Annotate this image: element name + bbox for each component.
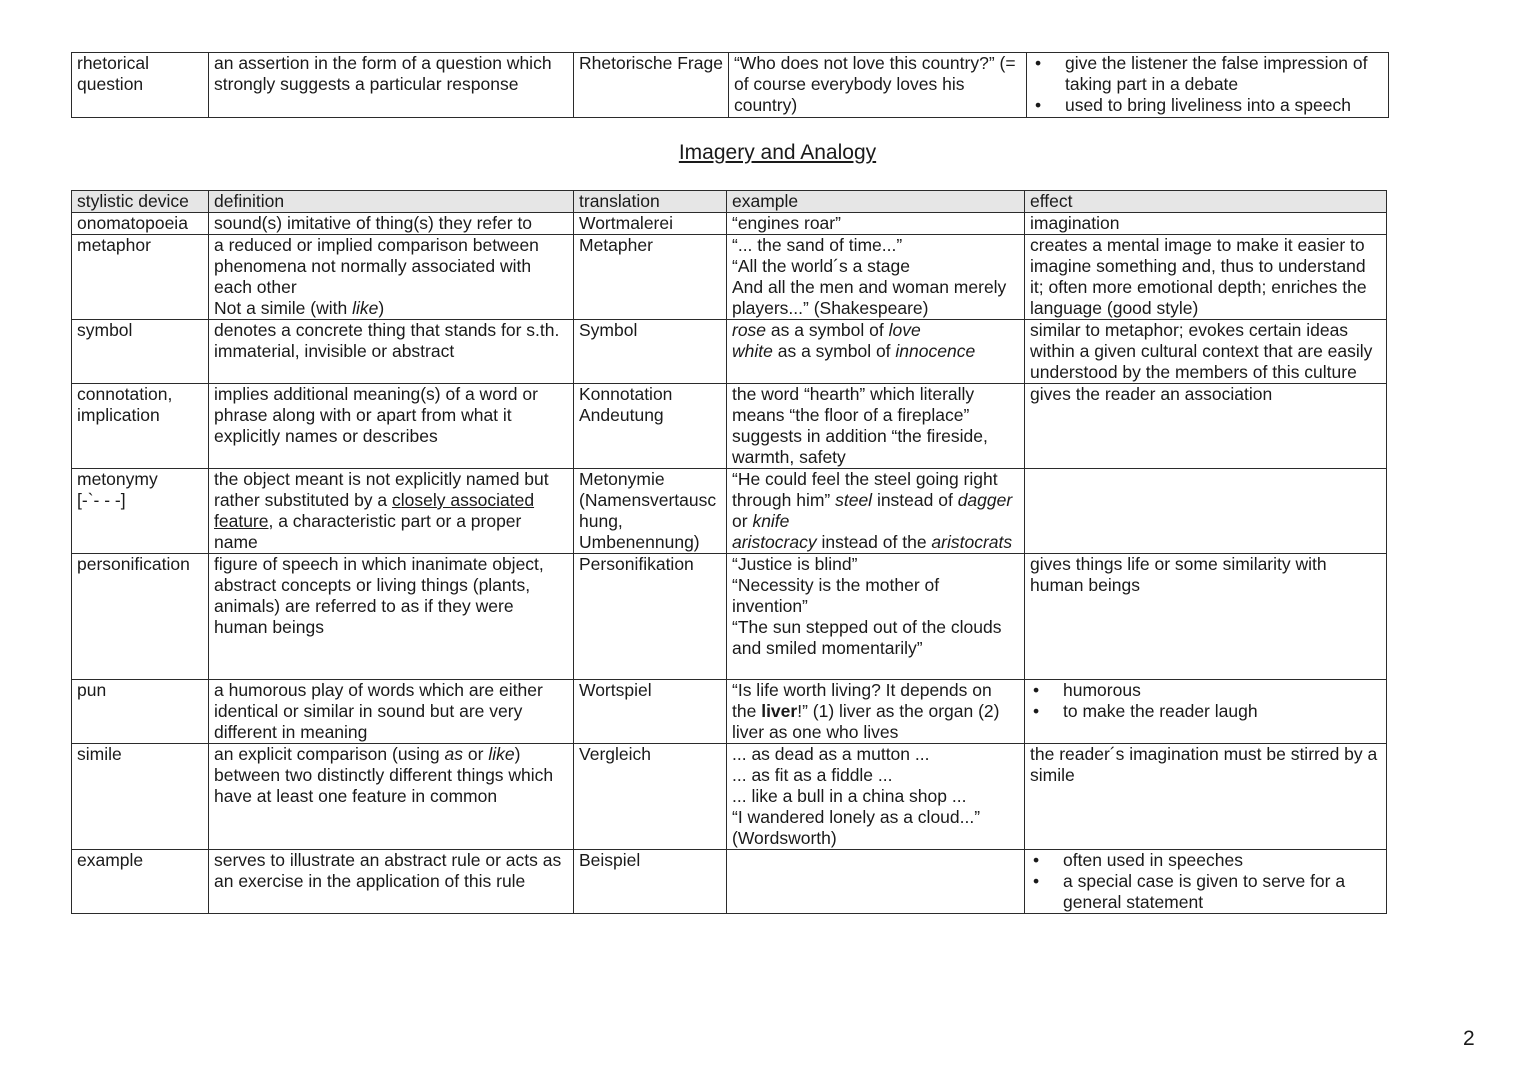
- example-cell: [727, 235, 1025, 320]
- translation-cell: [574, 53, 729, 118]
- cell-text: strongly suggests a particular response: [214, 74, 519, 94]
- text-fragment: ): [514, 744, 521, 764]
- text-fragment: Not a simile (with: [214, 298, 353, 318]
- cell-text: imagination: [1030, 213, 1120, 233]
- cell-text: “The sun stepped out of the clouds: [732, 617, 1002, 637]
- cell-text: [214, 744, 568, 765]
- device-cell: [72, 384, 209, 469]
- text-fragment: an explicit comparison (using: [214, 744, 445, 764]
- cell-text: personification: [77, 554, 190, 574]
- cell-text: “Necessity is the mother of: [732, 575, 940, 595]
- cell-text: “engines roar”: [732, 213, 841, 233]
- imagery-analogy-table: [71, 190, 1387, 914]
- cell-text: Wortmalerei: [579, 213, 674, 233]
- effect-cell: [1025, 235, 1387, 320]
- device-cell: [72, 213, 209, 235]
- cell-text: Symbol: [579, 320, 638, 340]
- text-fragment: or: [732, 511, 753, 531]
- cell-text: Vergleich: [579, 744, 651, 764]
- cell-text: Metapher: [579, 235, 653, 255]
- cell-text: the object meant is not explicitly named but: [214, 469, 549, 489]
- definition-cell: [209, 744, 574, 850]
- example-cell: [727, 680, 1025, 744]
- definition-cell: [209, 680, 574, 744]
- cell-text: (Wordsworth): [732, 828, 837, 848]
- cell-text: an assertion in the form of a question which: [214, 53, 552, 73]
- device-cell: [72, 554, 209, 680]
- cell-text: [214, 298, 568, 319]
- definition-cell: [209, 320, 574, 384]
- cell-text: “Justice is blind”: [732, 554, 858, 574]
- cell-text: “Is life worth living? It depends on: [732, 680, 992, 700]
- cell-text: sound(s) imitative of thing(s) they refer to: [214, 213, 533, 233]
- definition-cell: [209, 53, 574, 118]
- cell-text: liver as one who lives: [732, 722, 899, 742]
- bold-term: liver: [761, 701, 798, 721]
- column-header: translation: [574, 191, 727, 213]
- translation-cell: [574, 235, 727, 320]
- cell-text: between two distinctly different things which: [214, 765, 554, 785]
- cell-text: “... the sand of time...”: [732, 235, 903, 255]
- effect-cell: [1025, 384, 1387, 469]
- cell-text: human beings: [214, 617, 324, 637]
- cell-text: similar to metaphor; evokes certain ideas: [1030, 320, 1349, 340]
- text-fragment: instead of the: [816, 532, 932, 552]
- effect-cell: [1025, 469, 1387, 554]
- translation-cell: [574, 850, 727, 914]
- device-cell: [72, 320, 209, 384]
- cell-text: denotes a concrete thing that stands for s.th.: [214, 320, 560, 340]
- cell-text: simile: [1030, 765, 1075, 785]
- cell-text: different in meaning: [214, 722, 368, 742]
- cell-text: immaterial, invisible or abstract: [214, 341, 455, 361]
- bullet-item: • often used in speeches: [1030, 850, 1381, 871]
- italic-term: like: [352, 298, 379, 318]
- cell-text: a humorous play of words which are either: [214, 680, 543, 700]
- effect-cell: [1025, 320, 1387, 384]
- cell-text: human beings: [1030, 575, 1140, 595]
- text-fragment: ): [378, 298, 385, 318]
- translation-cell: [574, 213, 727, 235]
- section-title: Imagery and Analogy: [678, 141, 877, 164]
- cell-text: phrase along with or apart from what it: [214, 405, 512, 425]
- cell-text: implication: [77, 405, 160, 425]
- cell-text: “He could feel the steel going right: [732, 469, 998, 489]
- cell-text: serves to illustrate an abstract rule or acts as: [214, 850, 562, 870]
- cell-text: simile: [77, 744, 122, 764]
- cell-text: name: [214, 532, 258, 552]
- cell-text: question: [77, 74, 144, 94]
- cell-text: the reader´s imagination must be stirred by a: [1030, 744, 1378, 764]
- effect-cell: [1026, 53, 1388, 118]
- translation-cell: [574, 554, 727, 680]
- cell-text: means “the floor of a fireplace”: [732, 405, 970, 425]
- column-header: example: [727, 191, 1025, 213]
- cell-text: pun: [77, 680, 107, 700]
- cell-text: symbol: [77, 320, 133, 340]
- cell-text: each other: [214, 277, 297, 297]
- definition-cell: [209, 469, 574, 554]
- device-cell: [72, 469, 209, 554]
- effect-cell: [1025, 744, 1387, 850]
- cell-text: rhetorical: [77, 53, 149, 73]
- table-row: [72, 235, 1387, 320]
- cell-text: onomatopoeia: [77, 213, 188, 233]
- cell-text: Rhetorische Frage: [579, 53, 723, 73]
- italic-term: steel: [835, 490, 873, 510]
- text-fragment: or: [463, 744, 489, 764]
- definition-cell: [209, 554, 574, 680]
- text-fragment: , a characteristic part or a proper: [268, 511, 522, 531]
- underlined-term: feature: [214, 511, 269, 531]
- device-cell: [72, 850, 209, 914]
- effect-cell: [1025, 850, 1387, 914]
- cell-text: [732, 490, 1019, 511]
- translation-cell: [574, 320, 727, 384]
- cell-text: (Namensvertausc: [579, 490, 717, 510]
- effect-cell: [1025, 213, 1387, 235]
- cell-text: identical or similar in sound but are very: [214, 701, 523, 721]
- cell-text: the word “hearth” which literally: [732, 384, 975, 404]
- table-row: [72, 213, 1387, 235]
- text-fragment: as a symbol of: [772, 341, 896, 361]
- cell-text: implies additional meaning(s) of a word or: [214, 384, 538, 404]
- table-row: [72, 320, 1387, 384]
- cell-text: hung,: [579, 511, 623, 531]
- cell-text: warmth, safety: [732, 447, 846, 467]
- device-cell: [72, 235, 209, 320]
- cell-text: [214, 511, 568, 532]
- cell-text: suggests in addition “the fireside,: [732, 426, 988, 446]
- text-fragment: instead of: [872, 490, 958, 510]
- effect-cell: [1025, 680, 1387, 744]
- cell-text: of course everybody loves his: [733, 74, 965, 94]
- table-row: [72, 384, 1387, 469]
- cell-text: Umbenennung): [579, 532, 700, 552]
- cell-text: ... as fit as a fiddle ...: [732, 765, 893, 785]
- example-cell: [727, 744, 1025, 850]
- cell-text: language (good style): [1030, 298, 1199, 318]
- cell-text: ... like a bull in a china shop ...: [732, 786, 967, 806]
- column-header: effect: [1025, 191, 1387, 213]
- table-row: [72, 469, 1387, 554]
- italic-term: love: [888, 320, 921, 340]
- cell-text: creates a mental image to make it easier to: [1030, 235, 1365, 255]
- table-row: [72, 680, 1387, 744]
- column-header: definition: [209, 191, 574, 213]
- cell-text: metaphor: [77, 235, 151, 255]
- translation-cell: [574, 384, 727, 469]
- cell-text: ... as dead as a mutton ...: [732, 744, 930, 764]
- cell-text: Wortspiel: [579, 680, 652, 700]
- translation-cell: [574, 680, 727, 744]
- cell-text: [732, 320, 1019, 341]
- cell-text: country): [733, 95, 798, 115]
- pronunciation: [-`- - -]: [77, 490, 126, 510]
- text-fragment: as a symbol of: [766, 320, 889, 340]
- cell-text: within a given cultural context that are easily: [1030, 341, 1373, 361]
- cell-text: and smiled momentarily”: [732, 638, 923, 658]
- cell-text: an exercise in the application of this rule: [214, 871, 526, 891]
- cell-text: example: [77, 850, 144, 870]
- cell-text: imagine something and, thus to understand: [1030, 256, 1366, 276]
- italic-term: rose: [732, 320, 767, 340]
- cell-text: metonymy: [77, 469, 158, 489]
- cell-text: figure of speech in which inanimate object,: [214, 554, 544, 574]
- italic-term: innocence: [895, 341, 976, 361]
- table-row: [72, 53, 1389, 118]
- italic-term: aristocrats: [931, 532, 1013, 552]
- translation-cell: [574, 469, 727, 554]
- cell-text: understood by the members of this culture: [1030, 362, 1357, 382]
- cell-text: [732, 511, 1019, 532]
- underlined-term: closely associated: [392, 490, 535, 510]
- cell-text: players...” (Shakespeare): [732, 298, 929, 318]
- bullet-item: • humorous: [1030, 680, 1381, 701]
- text-fragment: rather substituted by a: [214, 490, 393, 510]
- cell-text: “I wandered lonely as a cloud...”: [732, 807, 981, 827]
- cell-text: [214, 490, 568, 511]
- table-row: [72, 554, 1387, 680]
- italic-term: like: [488, 744, 515, 764]
- cell-text: Konnotation: [579, 384, 673, 404]
- cell-text: invention”: [732, 596, 808, 616]
- italic-term: dagger: [957, 490, 1013, 510]
- definition-cell: [209, 850, 574, 914]
- table-row: [72, 744, 1387, 850]
- cell-text: have at least one feature in common: [214, 786, 498, 806]
- cell-text: [732, 532, 1019, 553]
- cell-text: abstract concepts or living things (plants,: [214, 575, 531, 595]
- cell-text: Metonymie: [579, 469, 665, 489]
- table-header-row: [72, 191, 1387, 213]
- italic-term: aristocracy: [732, 532, 817, 552]
- cell-text: gives things life or some similarity with: [1030, 554, 1327, 574]
- cell-text: [732, 341, 1019, 362]
- page-number: 2: [1463, 1027, 1475, 1050]
- effect-cell: [1025, 554, 1387, 680]
- cell-text: gives the reader an association: [1030, 384, 1273, 404]
- cell-text: Beispiel: [579, 850, 641, 870]
- example-cell: [727, 320, 1025, 384]
- cell-text: “Who does not love this country?” (=: [733, 53, 1016, 73]
- bullet-item: • a special case is given to serve for a general statement: [1030, 871, 1381, 913]
- italic-term: knife: [752, 511, 790, 531]
- device-cell: [72, 53, 209, 118]
- bullet-item: • to make the reader laugh: [1030, 701, 1381, 722]
- device-cell: [72, 744, 209, 850]
- definition-cell: [209, 213, 574, 235]
- cell-text: connotation,: [77, 384, 173, 404]
- cell-text: it; often more emotional depth; enriches the: [1030, 277, 1367, 297]
- example-cell: [727, 384, 1025, 469]
- cell-text: phenomena not normally associated with: [214, 256, 532, 276]
- cell-text: And all the men and woman merely: [732, 277, 1007, 297]
- definition-cell: [209, 235, 574, 320]
- definition-cell: [209, 384, 574, 469]
- cell-text: explicitly names or describes: [214, 426, 438, 446]
- bullet-item: • give the listener the false impression of taking part in a debate: [1032, 53, 1383, 95]
- bullet-item: • used to bring liveliness into a speech: [1032, 95, 1383, 116]
- example-cell: [727, 213, 1025, 235]
- example-cell: [727, 469, 1025, 554]
- italic-term: white: [732, 341, 773, 361]
- italic-term: as: [444, 744, 464, 764]
- text-fragment: !” (1) liver as the organ (2): [797, 701, 1000, 721]
- text-fragment: the: [732, 701, 762, 721]
- table-row: [72, 850, 1387, 914]
- example-cell: [727, 850, 1025, 914]
- cell-text: a reduced or implied comparison between: [214, 235, 539, 255]
- translation-cell: [574, 744, 727, 850]
- device-cell: [72, 680, 209, 744]
- column-header: stylistic device: [72, 191, 209, 213]
- cell-text: Andeutung: [579, 405, 664, 425]
- text-fragment: through him”: [732, 490, 836, 510]
- cell-text: Personifikation: [579, 554, 694, 574]
- example-cell: [727, 554, 1025, 680]
- cell-text: [732, 701, 1019, 722]
- cell-text: “All the world´s a stage: [732, 256, 910, 276]
- cell-text: animals) are referred to as if they were: [214, 596, 514, 616]
- rhetorical-devices-table-fragment: [71, 52, 1389, 118]
- example-cell: [728, 53, 1026, 118]
